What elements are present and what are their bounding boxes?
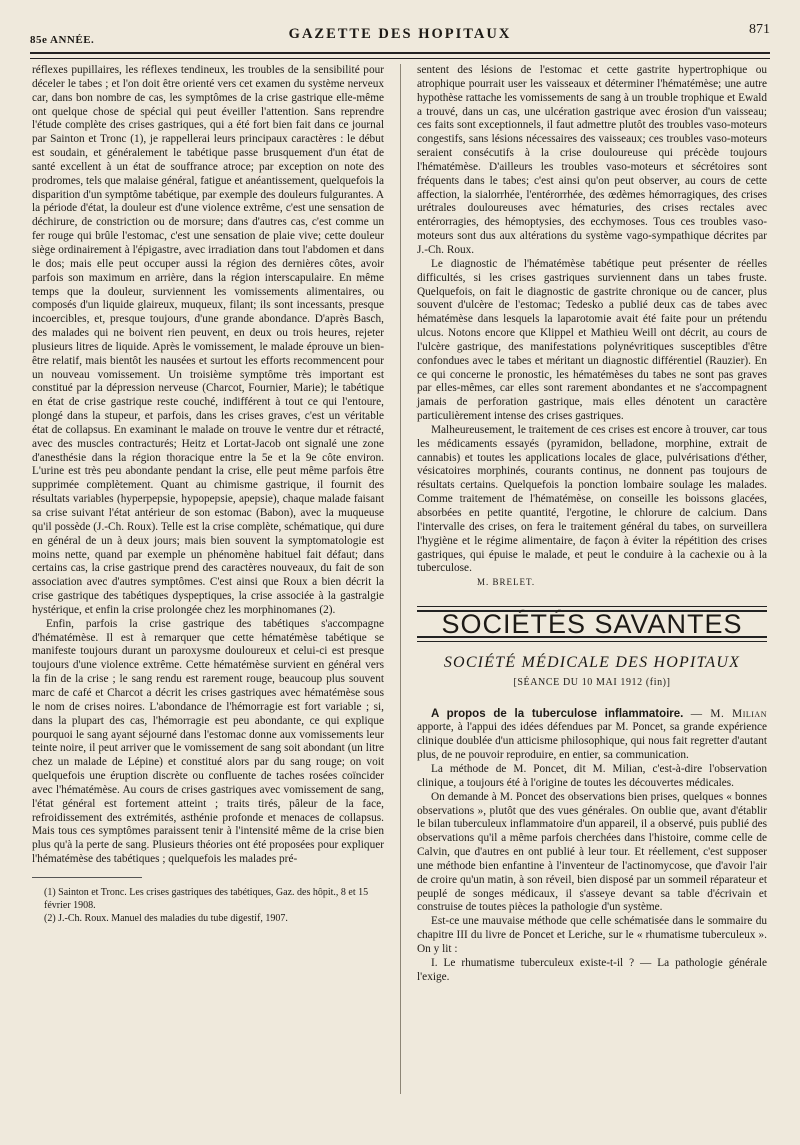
right-column [417, 64, 767, 984]
society-title: SOCIÉTÉ MÉDICALE DES HOPITAUX [443, 653, 741, 671]
body-paragraph: Malheureusement, le traitement de ces crises est encore à trouver, car tous les médicaments essayés (pyramidon, belladone, morphine, extrait de cannabis) et toutes les applications locales de glace, pulvérisations d'éther, vésicatoires morphinés, courants continus, ne donnent pas toujours de résultats certains. Quelquefois la ponction lombaire soulage les malades. Comme traitement de l'hématémèse, on conseille les boissons glacées, absorbées en petite quantité, l'ergotine, le chlorure de calcium. Dans l'intervalle des crises, on fera le traitement général du tabes, on surveillera l'hygiène et le régime alimentaire, de façon à éviter la répétition des crises gastriques, qui épuise le malade, et peut le conduire à la cachexie ou à la tuberculose. [417, 423, 767, 575]
column-divider [400, 64, 401, 1094]
footnote: (1) Sainton et Tronc. Les crises gastriques des tabétiques, Gaz. des hôpit., 8 et 15 février 1908. [44, 886, 369, 911]
page-header [30, 20, 770, 50]
author-signature: M. BRELET. [477, 577, 536, 588]
footnote: (2) J.-Ch. Roux. Manuel des maladies du tube digestif, 1907. [44, 912, 288, 924]
issue-year: 85e ANNÉE. [30, 34, 95, 46]
session-date: [SÉANCE DU 10 MAI 1912 (fin)] [513, 676, 671, 688]
page-number: 871 [749, 22, 770, 37]
section-title: SOCIÉTÉS SAVANTES [441, 609, 743, 640]
article-paragraph: Est-ce une mauvaise méthode que celle schématisée dans le sommaire du chapitre III du livre de Poncet et Leriche, sur le « rhumatisme tuberculeux ». On y lit : [417, 915, 767, 955]
body-paragraph: réflexes pupillaires, les réflexes tendineux, les troubles de la sensibilité pour déceler le tabes ; et l'on doit être orienté vers cet examen du système nerveux car, dans bon nombre de cas, les symptômes de la crise gastrique elle-même ont quelque chose de spécial qui peut éveiller l'attention. Sans reprendre l'étude complète des crises gastriques, qui a été fort bien fait dans ce journal par Sainton et Tronc (1), je rappellerai leurs principaux caractères : le début est soudain, et généralement le tabétique passe brusquement d'un état de santé excellent à un état de souffrance atroce; par exception on note des prodromes, tels que malaise général, fatigue et anéantissement, quelquefois la disparition d'un symptôme tabétique, par exemple des douleurs fulgurantes. A la période d'état, la douleur est d'une violence extrême, c'est une sensation de déchirure, de constriction ou de morsure; dans d'autres cas, c'est comme un fer rouge qui brûle l'estomac, c'est une sensation de plaie vive; cette douleur siège ordinairement à l'épigastre, avec irradiation dans tout l'abdomen et dans le dos; mais elle peut occuper aussi la région des dernières côtes, avoir parfois son maximum en arrière, dans la région interscapulaire. En même temps que la douleur, surviennent les vomissements alimentaires, ou composés d'un liquide glaireux, muqueux, filant; ils sont incessants, presque incoercibles, et, presque toujours, d'une grande abondance. D'après Basch, des malades qui ne boivent rien peuvent, en deux ou trois heures, rejeter plusieurs litres de liquide. Après le vomissement, le malade éprouve un bien-être relatif, mais bientôt les nausées et surtout les efforts recommencent pour un nouveau vomissement. Un troisième symptôme très important est constitué par la dépression nerveuse (Charcot, Fournier, Marie); le tabétique en état de crise gastrique reste couché, indifférent à tout ce qui l'entoure, plongé dans la stupeur, et parfois, dans les crises graves, c'est un véritable état de collapsus. En examinant le malade on trouve le ventre dur et rétracté, avec des muscles contracturés; Heitz et Lortat-Jacob ont signalé une zone d'anesthésie dans la région thoracique entre la 5e et la 9e côte environ. L'urine est très peu abondante pendant la crise, elle peut même parfois être supprimée complètement. Quant au chimisme gastrique, il fournit des résultats variables (hyperpepsie, hypopepsie, apepsie), chaque malade faisant sa crise suivant l'état antérieur de son estomac (Babon), avec la muqueuse qu'il possède (J.-Ch. Roux). Telle est la crise complète, schématique, qui dure en général de un à deux jours; mais bien souvent la symptomatologie est moins nette, quand par exemple un phénomène habituel fait défaut; dans certains cas, la crise gastrique prend des caractères nouveaux, du fait de son association avec d'autres symptômes. C'est ainsi que Roux a bien décrit la crise gastrique des tabétiques dyspeptiques, la crise associée à la gastralgie hystérique, et enfin la crise prolongée chez les morphinomanes (2). [32, 64, 384, 616]
body-paragraph: Enfin, parfois la crise gastrique des tabétiques s'accompagne d'hématémèse. Il est à remarquer que cette hématémèse tabétique se manifeste toujours durant un paroxysme douloureux et celui-ci est presque toujours d'une violence extrême. Cette hématémèse survient en général vers la fin de la crise ; le sang rendu est rarement rouge, beaucoup plus souvent marc de café et Charcot a décrit les crises gastriques avec hématémèse sous le nom de crises noires. L'abondance de l'hémorragie est fort variable ; si, dans la plupart des cas, l'hémorragie est peu abondante, ce qui explique pourquoi le sang ayant séjourné dans l'estomac donne aux vomissements leur teinte noire, il peut arriver que le vomissement de sang soit abondant (un litre chez un malade de Lépine) et constitué alors par du sang rouge; on voit quelquefois une éruption discrète ou confluente de taches rosées coïncider avec l'hématémèse. Au cours de crises gastriques avec vomissement de sang, l'état général est fortement atteint ; traits tirés, pâleur de la face, refroidissement des extrémités, asthénie profonde et menaces de collapsus. Mais tous ces symptômes paraissent tenir à l'intensité même de la crise bien plus qu'à la perte de sang. Plusieurs théories ont été proposées pour expliquer l'hématémèse des tabétiques ; quelquefois les malades pré- [32, 617, 384, 866]
left-column [32, 64, 384, 925]
footnotes [32, 886, 384, 925]
body-paragraph: Le diagnostic de l'hématémèse tabétique peut présenter de réelles difficultés, si les crises gastriques surviennent dans un tabes fruste. Quelquefois, on fait le diagnostic de gastrite chronique ou de cancer, plus souvent d'ulcère de l'estomac; Tedesko a publié deux cas de tabes avec hématémèse dans lesquels la laparotomie avait été faite pour un prétendu ulcus. Notons encore que Klippel et Mathieu Weill ont décrit, au cours de l'ulcère gastrique, des manifestations polynévritiques susceptibles d'être confondues avec le tabes et méritant un diagnostic différentiel (Rauzier). En ce qui concerne le pronostic, les hématémèses du tabes ne sont pas graves par elles-mêmes, car elles sont rarement abondantes et ne s'accompagnent jamais de perforation gastrique, mais elles dénotent un caractère particulièrement intense des crises gastriques. [417, 257, 767, 423]
footnote-rule [32, 877, 142, 886]
article-paragraph: On demande à M. Poncet des observations bien prises, quelques « bonnes observations », plutôt que des vues générales. On oublie que, avant d'établir le bilan tuberculeux inflammatoire d'un appareil, il a observé, puis publié des observations qu'il a même parfois cherchées dans l'histoire, comme celle de Calvin, que d'autres en ont publié à leur tour. Et réellement, c'est supposer une méthode bien enfantine à l'inventeur de l'actinomycose, que d'avoir l'air de croire qu'un matin, à son réveil, bien disposé par un sommeil réparateur et peuplé de songes médicaux, il s'asseye devant sa table d'écrivain et construise de toutes pièces la pathologie d'un système. [417, 790, 767, 914]
header-rule [30, 52, 770, 59]
article-title: A propos de la tuberculose inflammatoire. [431, 707, 684, 720]
body-paragraph: sentent des lésions de l'estomac et cette gastrite hypertrophique ou atrophique pourrait user les vaisseaux et déterminer l'hématémèse; une autre hypothèse rattache les vomissements de sang à un trouble trophique et Ewald a trouvé, dans un cas, une ulcération gastrique avec érosion d'un vaisseau; ces faits sont exceptionnels, il faut admettre plutôt des troubles vaso-moteurs congestifs, sans lésions nécessaires des vaisseaux; ces troubles vaso-moteurs seraient consécutifs à la crise douloureuse qui précède toujours l'hématémèse. D'ailleurs les troubles vaso-moteurs et sécrétoires sont fréquents dans le tabes; c'est ainsi qu'on peut observer, au cours de cette affection, la sialorrhée, l'entérorrhée, des œdèmes hémorragiques, des crises urétrales douloureuses avec hématuries, des crises rectales avec entérorragies, des hémoptysies, des ecchymoses. Tous ces troubles vaso-moteurs sont dus aux altérations du système vago-sympathique décrites par J.-Ch. Roux. [417, 64, 767, 256]
article-paragraph: apporte, à l'appui des idées défendues par M. Poncet, sa grande expérience clinique doublée d'un atticisme philosophique, qui nous fait regretter d'autant plus, de ne pouvoir reproduire, en entier, sa communication. [417, 721, 767, 762]
article-author: — M. Milian [690, 707, 767, 720]
article-paragraph: La méthode de M. Poncet, dit M. Milian, c'est-à-dire l'observation clinique, a toujours été à l'origine de toutes les découvertes médicales. [417, 762, 767, 789]
article-lead [417, 708, 767, 763]
article-paragraph: I. Le rhumatisme tuberculeux existe-t-il ? — La pathologie générale l'exige. [417, 956, 767, 983]
journal-title: GAZETTE DES HOPITAUX [288, 26, 512, 42]
